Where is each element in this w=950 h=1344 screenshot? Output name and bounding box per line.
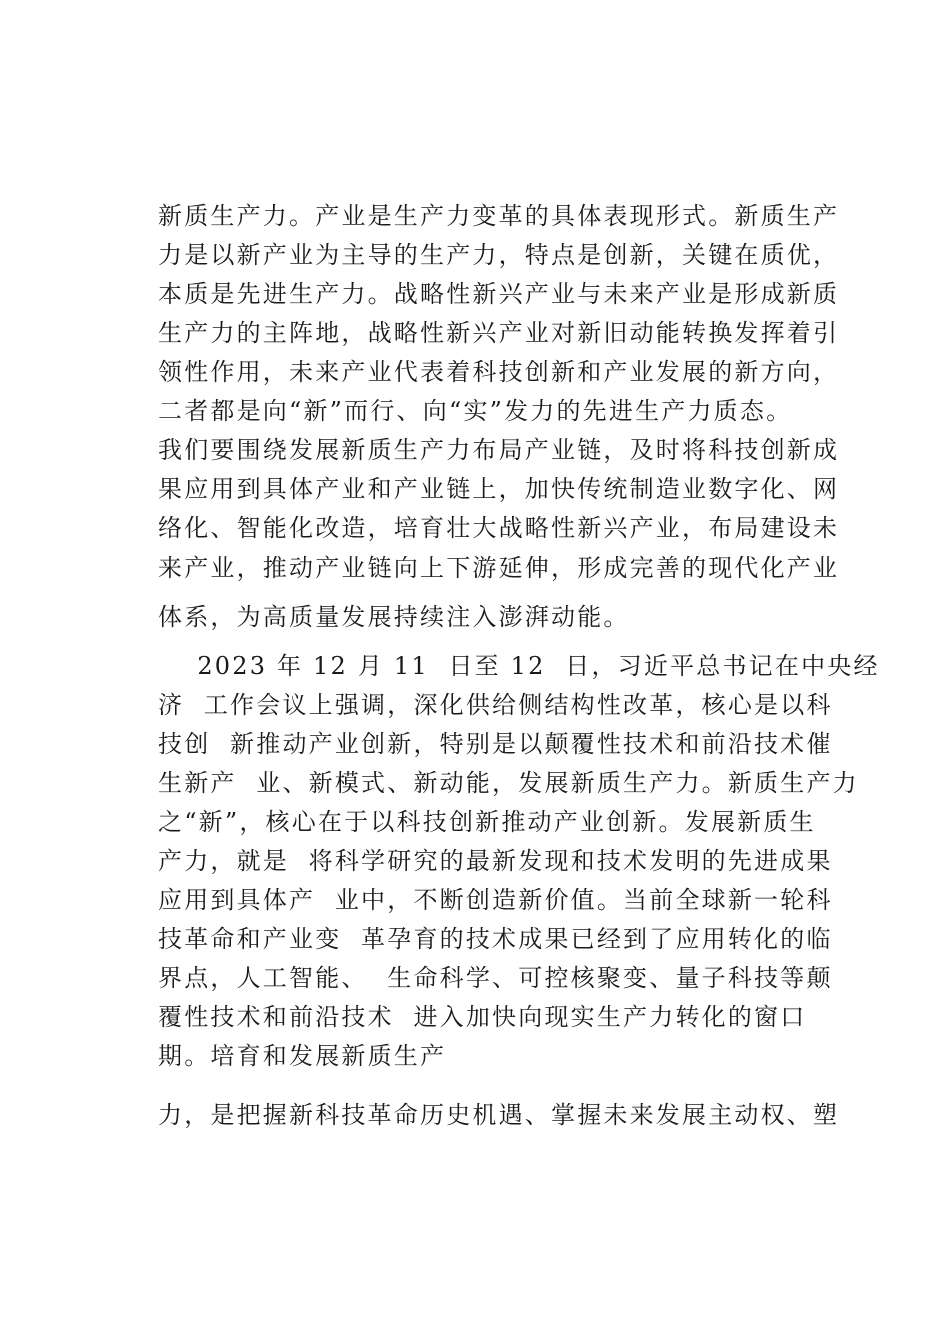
text-line-2: 力是以新产业为主导的生产力，特点是创新，关键在质优， — [158, 241, 840, 269]
text-line-7: 我们要围绕发展新质生产力布局产业链，及时将科技创新成 — [158, 436, 840, 464]
text-line-22: 期。培育和发展新质生产 — [158, 1042, 447, 1070]
text-line-8: 果应用到具体产业和产业链上，加快传统制造业数字化、网 — [158, 475, 840, 503]
text-line-16: 之“新”，核心在于以科技创新推动产业创新。发展新质生 — [158, 808, 816, 836]
text-line-17: 产力，就是 将科学研究的最新发现和技术发明的先进成果 — [158, 847, 833, 875]
text-line-20: 界点，人工智能、 生命科学、可控核聚变、量子科技等颠 — [158, 964, 833, 992]
text-line-11: 体系，为高质量发展持续注入澎湃动能。 — [158, 603, 630, 631]
text-line-21: 覆性技术和前沿技术 进入加快向现实生产力转化的窗口 — [158, 1003, 807, 1031]
text-line-18: 应用到具体产 业中，不断创造新价值。当前全球新一轮科 — [158, 886, 833, 914]
text-line-6: 二者都是向“新”而行、向“实”发力的先进生产力质态。 — [158, 397, 793, 425]
text-line-12: 2023 年 12 月 11 日至 12 日，习近平总书记在中央经 — [158, 652, 880, 680]
text-line-5: 领性作用，未来产业代表着科技创新和产业发展的新方向， — [158, 358, 840, 386]
text-line-14: 技创 新推动产业创新，特别是以颠覆性技术和前沿技术催 — [158, 730, 833, 758]
text-line-1: 新质生产力。产业是生产力变革的具体表现形式。新质生产 — [158, 202, 840, 230]
text-line-10: 来产业，推动产业链向上下游延伸，形成完善的现代化产业 — [158, 554, 840, 582]
text-line-3: 本质是先进生产力。战略性新兴产业与未来产业是形成新质 — [158, 280, 840, 308]
text-line-4: 生产力的主阵地，战略性新兴产业对新旧动能转换发挥着引 — [158, 319, 840, 347]
text-line-9: 络化、智能化改造，培育壮大战略性新兴产业，布局建设未 — [158, 514, 840, 542]
text-line-19: 技革命和产业变 革孕育的技术成果已经到了应用转化的临 — [158, 925, 833, 953]
text-line-15: 生新产 业、新模式、新动能，发展新质生产力。新质生产力 — [158, 769, 859, 797]
text-line-13: 济 工作会议上强调，深化供给侧结构性改革，核心是以科 — [158, 691, 833, 719]
text-line-23: 力，是把握新科技革命历史机遇、掌握未来发展主动权、塑 — [158, 1101, 840, 1129]
